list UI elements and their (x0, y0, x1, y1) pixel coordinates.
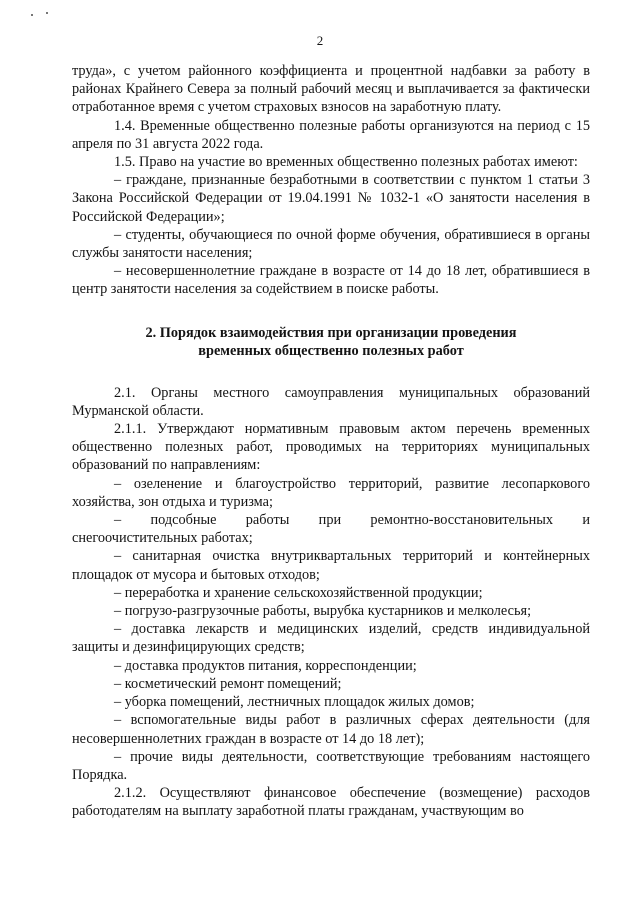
paragraph: 1.5. Право на участие во временных общественно полезных работах имеют: (114, 154, 578, 171)
scan-mark (31, 14, 33, 16)
list-item: – несовершеннолетние граждане в возрасте от 14 до 18 лет, обратившиеся в центр занятости населения за содействием в поиске работы. (72, 263, 590, 298)
paragraph: 2.1. Органы местного самоуправления муниципальных образований Мурманской области. (72, 384, 590, 419)
page-number: 2 (316, 33, 324, 48)
list-item: – доставка лекарств и медицинских изделий, средств индивидуальной защиты и дезинфицирующих средств; (72, 621, 590, 656)
scan-mark (46, 12, 48, 14)
document-body (72, 62, 590, 821)
section-heading-line: 2. Порядок взаимодействия при организации проведения (145, 324, 517, 341)
list-item: – санитарная очистка внутриквартальных территорий и контейнерных площадок от мусора и бытовых отходов; (72, 548, 590, 583)
list-item: – переработка и хранение сельскохозяйственной продукции; (114, 584, 483, 601)
paragraph: 1.4. Временные общественно полезные работы организуются на период с 15 апреля по 31 августа 2022 года. (72, 117, 590, 152)
list-item: – прочие виды деятельности, соответствующие требованиям настоящего Порядка. (72, 748, 590, 783)
list-item: – озеленение и благоустройство территорий, развитие лесопаркового хозяйства, зон отдыха и туризма; (72, 475, 590, 510)
paragraph: 2.1.1. Утверждают нормативным правовым актом перечень временных общественно полезных работ, проводимых на территориях муниципальных образований по направлениям: (72, 421, 590, 474)
list-item: – вспомогательные виды работ в различных сферах деятельности (для несовершеннолетних граждан в возрасте от 14 до 18 лет); (72, 712, 590, 747)
list-item: – граждане, признанные безработными в соответствии с пунктом 1 статьи 3 Закона Российской Федерации от 19.04.1991 № 1032-1 «О занятости населения в Российской Федерации»; (72, 172, 590, 225)
section-heading-line: временных общественно полезных работ (198, 342, 464, 359)
list-item: – студенты, обучающиеся по очной форме обучения, обратившиеся в органы службы занятости населения; (72, 226, 590, 262)
paragraph: труда», с учетом районного коэффициента и процентной надбавки за работу в районах Крайнего Севера за полный рабочий месяц и выплачивается за фактически отработанное время с учетом страховых взносов на заработную плату. (72, 63, 590, 116)
list-item: – уборка помещений, лестничных площадок жилых домов; (114, 694, 475, 711)
list-item: – погрузо-разгрузочные работы, вырубка кустарников и мелколесья; (114, 603, 532, 620)
list-item: – доставка продуктов питания, корреспонденции; (114, 657, 417, 674)
section-heading (72, 324, 590, 360)
paragraph: 2.1.2. Осуществляют финансовое обеспечение (возмещение) расходов работодателям на выплату заработной платы гражданам, участвующим во (72, 785, 590, 820)
list-item: – подсобные работы при ремонтно-восстановительных и снегоочистительных работах; (72, 512, 590, 547)
list-item: – косметический ремонт помещений; (114, 675, 342, 692)
